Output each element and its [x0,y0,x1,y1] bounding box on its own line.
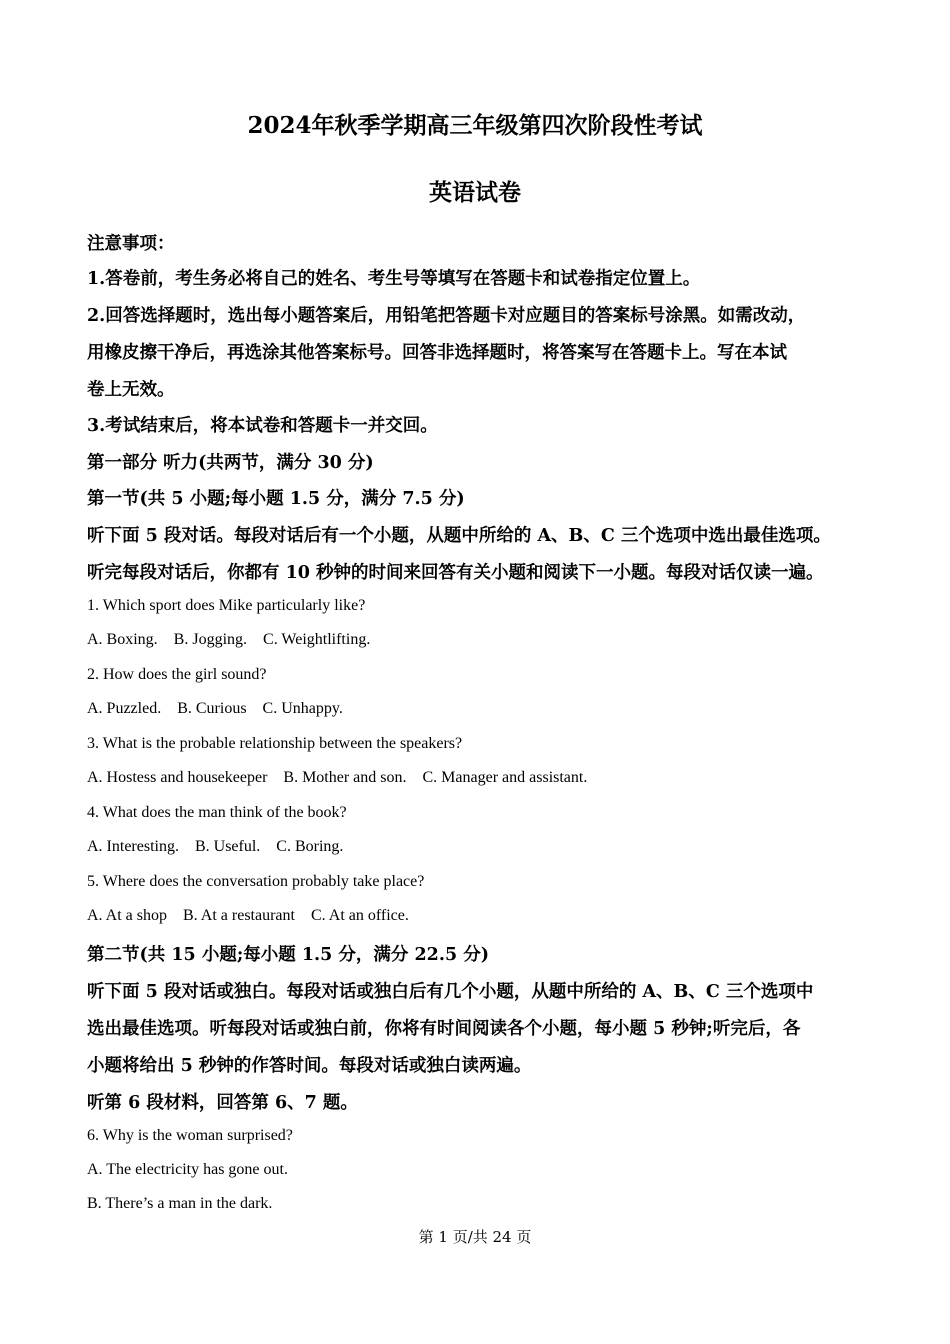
section2-heading: 第二节(共 15 小题;每小题 1.5 分，满分 22.5 分) [87,945,489,965]
question-5-options: A. At a shop B. At a restaurant C. At an office. [87,907,409,924]
part1-heading: 第一部分 听力(共两节，满分 30 分) [87,453,374,473]
question-6: 6. Why is the woman surprised? [87,1127,293,1144]
question-1-options: A. Boxing. B. Jogging. C. Weightlifting. [87,631,371,648]
question-3-options: A. Hostess and housekeeper B. Mother and son. C. Manager and assistant. [87,769,588,786]
exam-title: 2024年秋季学期高三年级第四次阶段性考试 [247,112,703,139]
question-4: 4. What does the man think of the book? [87,804,347,821]
section2-instruction: 选出最佳选项。听每段对话或独白前，你将有时间阅读各个小题，每小题 5 秒钟;听完后，各 [87,1019,801,1039]
question-3: 3. What is the probable relationship between the speakers? [87,735,463,752]
question-5: 5. Where does the conversation probably take place? [87,873,425,890]
question-6-option-a: A. The electricity has gone out. [87,1161,288,1178]
question-2-options: A. Puzzled. B. Curious C. Unhappy. [87,700,343,717]
notes-item: 用橡皮擦干净后，再选涂其他答案标号。回答非选择题时，将答案写在答题卡上。写在本试 [87,343,787,363]
notes-item: 卷上无效。 [87,380,175,400]
exam-subtitle: 英语试卷 [429,179,521,206]
section2-instruction: 听下面 5 段对话或独白。每段对话或独白后有几个小题，从题中所给的 A、B、C 三个选项中 [87,982,814,1002]
page-number: 第 1 页/共 24 页 [418,1228,532,1246]
notes-item: 2.回答选择题时，选出每小题答案后，用铅笔把答题卡对应题目的答案标号涂黑。如需改动， [87,306,806,326]
section2-instruction: 小题将给出 5 秒钟的作答时间。每段对话或独白读两遍。 [87,1056,532,1076]
section1-instruction: 听下面 5 段对话。每段对话后有一个小题，从题中所给的 A、B、C 三个选项中选出最佳选项。 [87,526,831,546]
section1-instruction: 听完每段对话后，你都有 10 秒钟的时间来回答有关小题和阅读下一小题。每段对话仅读一遍。 [87,563,824,583]
question-2: 2. How does the girl sound? [87,666,267,683]
question-1: 1. Which sport does Mike particularly like? [87,597,366,614]
material-6-heading: 听第 6 段材料，回答第 6、7 题。 [87,1093,358,1113]
section1-heading: 第一节(共 5 小题;每小题 1.5 分，满分 7.5 分) [87,489,465,509]
question-6-option-b: B. There’s a man in the dark. [87,1195,273,1212]
notes-heading: 注意事项： [87,234,175,254]
question-4-options: A. Interesting. B. Useful. C. Boring. [87,838,344,855]
notes-item: 3.考试结束后，将本试卷和答题卡一并交回。 [87,416,438,436]
notes-item: 1.答卷前，考生务必将自己的姓名、考生号等填写在答题卡和试卷指定位置上。 [87,269,701,289]
